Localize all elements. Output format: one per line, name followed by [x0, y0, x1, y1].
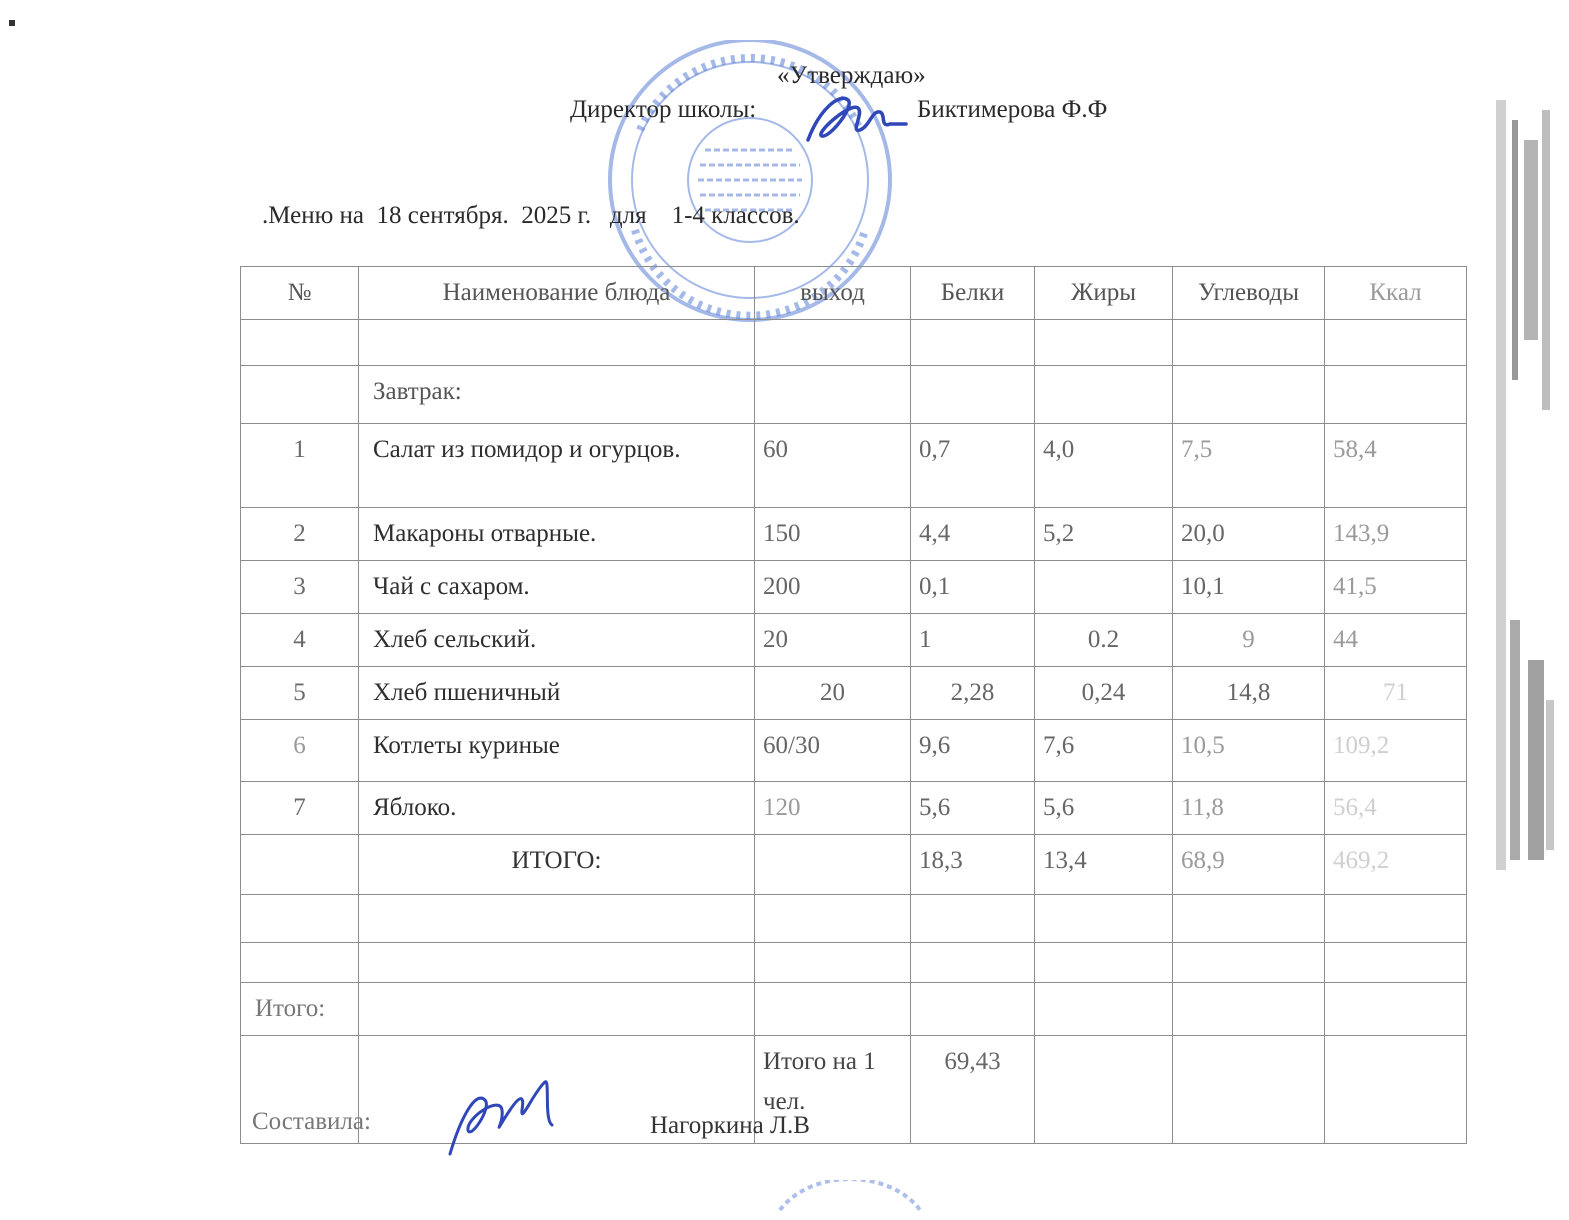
- col-header-dish: Наименование блюда: [359, 267, 755, 320]
- row-num: 7: [241, 782, 359, 835]
- row-num: 3: [241, 561, 359, 614]
- row-num: 6: [241, 720, 359, 782]
- compiler-signature-icon: [440, 1070, 580, 1160]
- section-label: Завтрак:: [359, 366, 755, 424]
- table-row: [241, 561, 1467, 614]
- row-dish: Котлеты куриные: [359, 720, 755, 782]
- row-protein: 0,1: [911, 561, 1035, 614]
- row-dish: Яблоко.: [359, 782, 755, 835]
- row-carbs: 7,5: [1173, 424, 1325, 508]
- row-num: 5: [241, 667, 359, 720]
- stamp-fragment-icon: [770, 1180, 930, 1220]
- row-portion: 150: [755, 508, 911, 561]
- row-kcal: 71: [1325, 667, 1467, 720]
- itogo-label: Итого:: [241, 983, 359, 1036]
- row-portion: 20: [755, 667, 911, 720]
- director-label: Директор школы:: [570, 96, 757, 123]
- table-row: [241, 614, 1467, 667]
- director-name: Биктимерова Ф.Ф: [917, 96, 1108, 123]
- row-kcal: 58,4: [1325, 424, 1467, 508]
- col-header-carbs: Углеводы: [1173, 267, 1325, 320]
- row-protein: 4,4: [911, 508, 1035, 561]
- row-fat: 0,24: [1035, 667, 1173, 720]
- col-header-fat: Жиры: [1035, 267, 1173, 320]
- table-row-empty: [241, 320, 1467, 366]
- table-row-section: [241, 366, 1467, 424]
- row-portion: 60/30: [755, 720, 911, 782]
- row-kcal: 41,5: [1325, 561, 1467, 614]
- table-row-empty: [241, 943, 1467, 983]
- table-row: [241, 424, 1467, 508]
- table-per-person-row: [241, 1036, 1467, 1144]
- row-fat: [1035, 561, 1173, 614]
- row-carbs: 20,0: [1173, 508, 1325, 561]
- col-header-protein: Белки: [911, 267, 1035, 320]
- row-fat: 5,2: [1035, 508, 1173, 561]
- table-itogo-row: [241, 983, 1467, 1036]
- row-carbs: 11,8: [1173, 782, 1325, 835]
- compiled-by-name: Нагоркина Л.В: [650, 1112, 810, 1139]
- row-fat: 0.2: [1035, 614, 1173, 667]
- row-portion: 20: [755, 614, 911, 667]
- row-dish: Макароны отварные.: [359, 508, 755, 561]
- compiled-by-label: Составила:: [252, 1108, 371, 1135]
- table-total-row: [241, 835, 1467, 895]
- total-label: ИТОГО:: [359, 835, 755, 895]
- scan-corner-mark: [9, 20, 15, 26]
- row-fat: 7,6: [1035, 720, 1173, 782]
- col-header-kcal: Ккал: [1325, 267, 1467, 320]
- approve-heading: «Утверждаю»: [777, 62, 926, 89]
- total-protein: 18,3: [911, 835, 1035, 895]
- table-row: [241, 720, 1467, 782]
- total-fat: 13,4: [1035, 835, 1173, 895]
- row-dish: Хлеб пшеничный: [359, 667, 755, 720]
- row-num: 1: [241, 424, 359, 508]
- row-protein: 0,7: [911, 424, 1035, 508]
- menu-table: [240, 266, 1467, 1144]
- row-portion: 200: [755, 561, 911, 614]
- per-person-value: 69,43: [911, 1036, 1035, 1144]
- row-num: 4: [241, 614, 359, 667]
- row-kcal: 109,2: [1325, 720, 1467, 782]
- row-carbs: 10,1: [1173, 561, 1325, 614]
- row-kcal: 143,9: [1325, 508, 1467, 561]
- per-person-label: Итого на 1 чел.: [755, 1036, 911, 1144]
- table-row: [241, 782, 1467, 835]
- row-dish: Салат из помидор и огурцов.: [359, 424, 755, 508]
- total-carbs: 68,9: [1173, 835, 1325, 895]
- table-row: [241, 667, 1467, 720]
- row-protein: 5,6: [911, 782, 1035, 835]
- row-protein: 9,6: [911, 720, 1035, 782]
- row-carbs: 14,8: [1173, 667, 1325, 720]
- row-protein: 1: [911, 614, 1035, 667]
- row-kcal: 56,4: [1325, 782, 1467, 835]
- table-row: [241, 508, 1467, 561]
- col-header-num: №: [241, 267, 359, 320]
- row-portion: 60: [755, 424, 911, 508]
- row-protein: 2,28: [911, 667, 1035, 720]
- table-row-empty: [241, 895, 1467, 943]
- row-portion: 120: [755, 782, 911, 835]
- director-signature-icon: [800, 88, 910, 148]
- col-header-portion: выход: [755, 267, 911, 320]
- scan-artifact-icon: [1492, 100, 1556, 870]
- row-fat: 4,0: [1035, 424, 1173, 508]
- row-dish: Хлеб сельский.: [359, 614, 755, 667]
- row-fat: 5,6: [1035, 782, 1173, 835]
- total-kcal: 469,2: [1325, 835, 1467, 895]
- row-dish: Чай с сахаром.: [359, 561, 755, 614]
- row-kcal: 44: [1325, 614, 1467, 667]
- row-num: 2: [241, 508, 359, 561]
- menu-title: .Меню на 18 сентября. 2025 г. для 1-4 классов.: [262, 202, 800, 229]
- table-header-row: [241, 267, 1467, 320]
- row-carbs: 10,5: [1173, 720, 1325, 782]
- row-carbs: 9: [1173, 614, 1325, 667]
